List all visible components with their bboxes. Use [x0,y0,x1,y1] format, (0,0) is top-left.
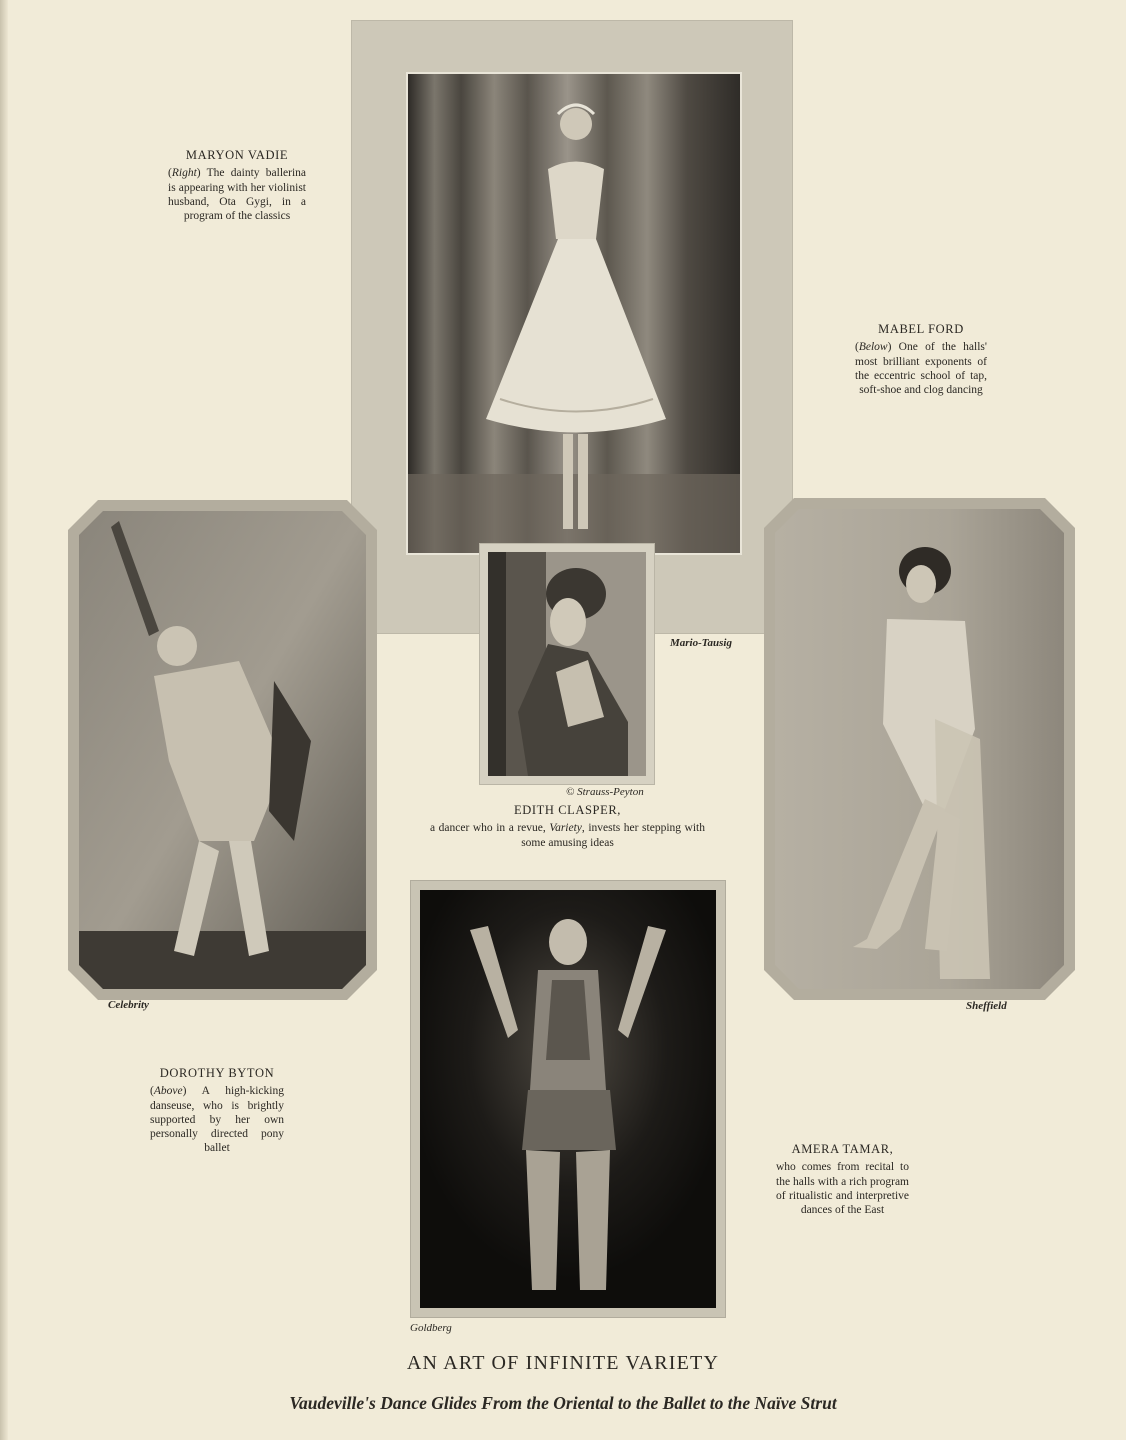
mabel-ford-photo [775,509,1064,989]
amera-tamar-photo [420,890,716,1308]
dorothy-byton-photo [79,511,366,989]
maryon-vadie-caption-text: (Right) The dainty ballerina is appearing with her violinist husband, Ota Gygi, in a program of the classics [168,167,306,223]
mario-tausig-credit: Mario-Tausig [670,637,732,649]
page-edge [0,0,8,1440]
edith-clasper-caption-end: , invests her stepping with some amusing ideas [521,822,706,849]
strauss-peyton-credit: © Strauss-Peyton [566,786,644,798]
maryon-vadie-caption-body: The dainty ballerina is appearing with her violinist husband, Ota Gygi, in a program of the classics [168,167,306,223]
page-headline: AN ART OF INFINITE VARIETY [406,1352,720,1374]
dorothy-byton-caption-body: A high-kicking danseuse, who is brightly supported by her own personally directed pony ballet [150,1085,284,1155]
dorothy-byton-caption [150,1066,284,1156]
dorothy-byton-name: DOROTHY BYTON [159,1066,275,1080]
edith-clasper-caption-start: a dancer who in a revue, [430,822,550,835]
mabel-ford-name: MABEL FORD [878,322,964,336]
dorothy-byton-caption-text: (Above) A high-kicking danseuse, who is brightly supported by her own personally directed pony ballet [150,1085,284,1155]
celebrity-credit: Celebrity [108,999,149,1011]
mabel-ford-direction: Below [858,341,888,354]
dorothy-byton-direction: Above [153,1085,183,1098]
maryon-vadie-direction: Right [171,167,197,180]
edith-clasper-caption [430,803,705,850]
mabel-ford-caption-body: One of the halls' most brilliant exponents of the eccentric school of tap, soft-shoe and clog dancing [855,341,987,397]
amera-tamar-name: AMERA TAMAR, [791,1142,894,1156]
edith-clasper-revue-title: Variety [549,822,582,835]
maryon-vadie-name: MARYON VADIE [185,148,289,162]
mabel-ford-caption-text: (Below) One of the halls' most brilliant exponents of the eccentric school of tap, soft-shoe and clog dancing [855,341,987,397]
edith-clasper-name: EDITH CLASPER, [513,803,621,817]
page-subhead: Vaudeville's Dance Glides From the Oriental to the Ballet to the Naïve Strut [289,1393,837,1413]
goldberg-credit: Goldberg [410,1322,452,1334]
sheffield-credit: Sheffield [966,1000,1007,1012]
edith-clasper-caption-text [430,821,705,850]
maryon-vadie-caption [168,148,306,223]
amera-tamar-caption [776,1142,909,1217]
edith-clasper-photo [488,552,646,776]
mabel-ford-caption [855,322,987,397]
ballerina-photo [406,72,742,555]
amera-tamar-caption-text: who comes from recital to the halls with a rich program of ritualistic and interpretive dances of the East [776,1161,909,1217]
